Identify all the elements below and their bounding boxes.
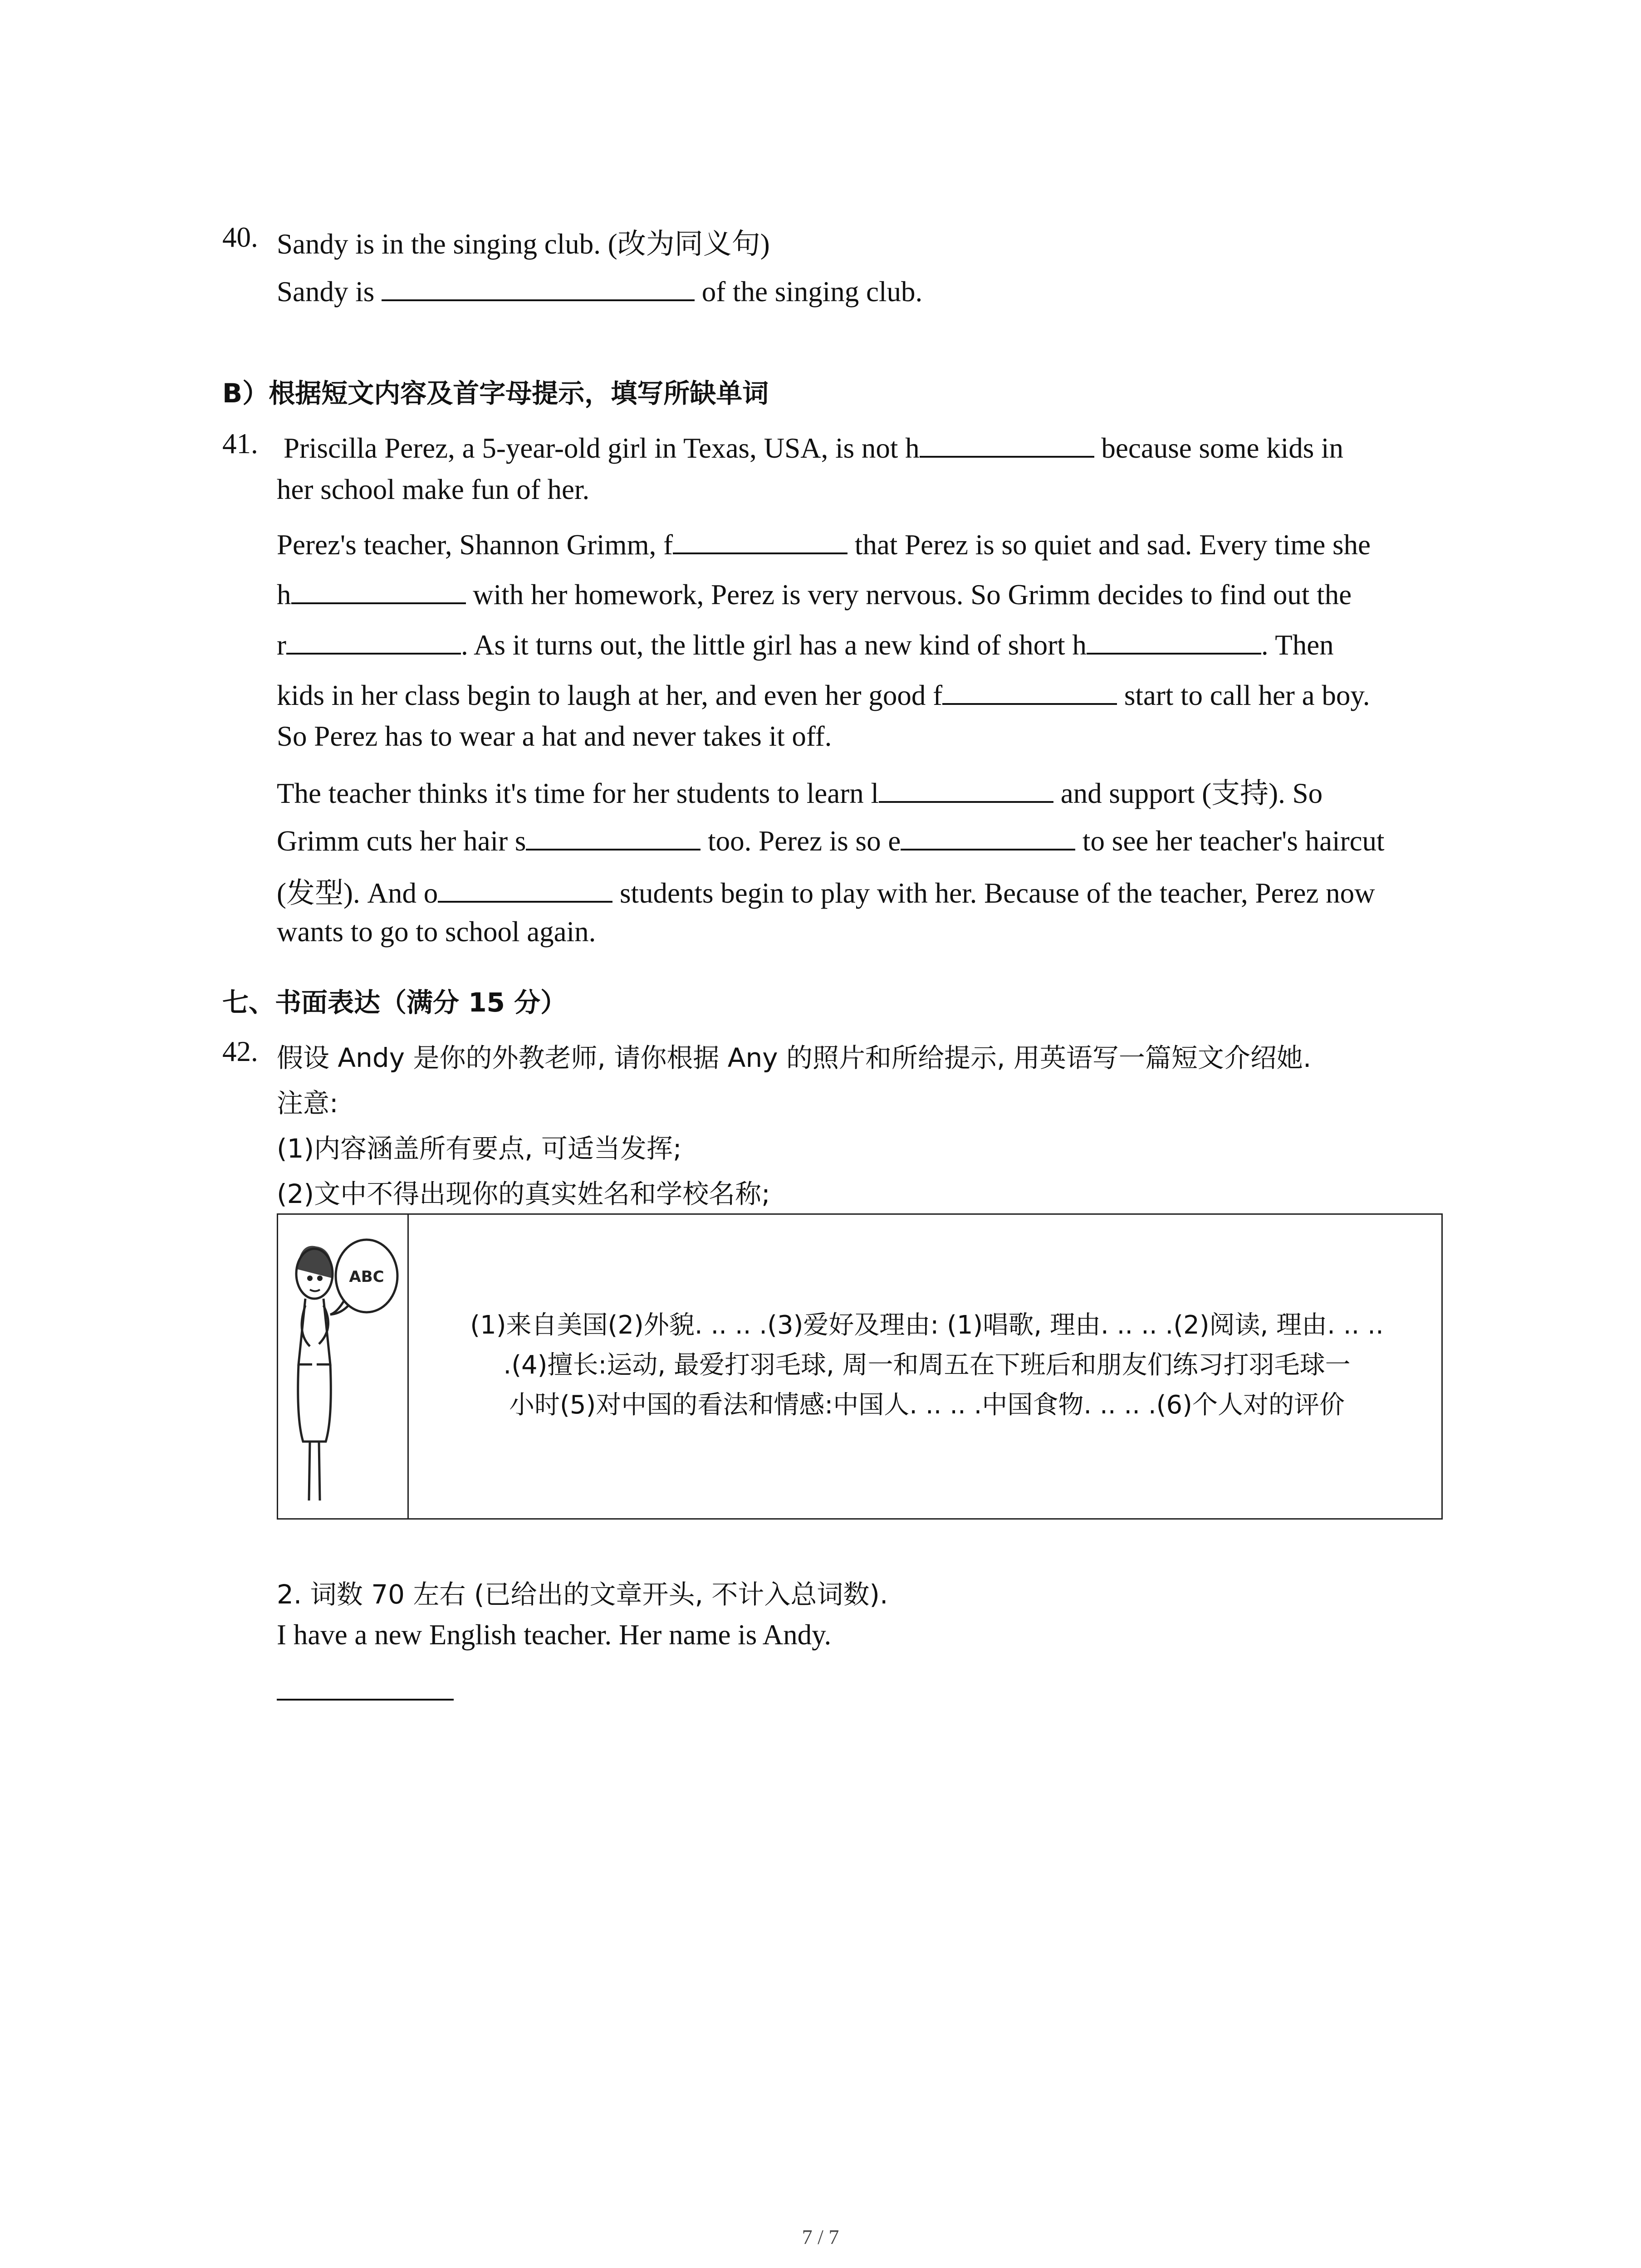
q42-opening: I have a new English teacher. Her name is Andy.	[277, 1619, 832, 1651]
bubble-text: ABC	[349, 1268, 384, 1286]
q41-text: Grimm cuts her hair s	[277, 825, 526, 857]
q41-line11: wants to go to school again.	[277, 916, 596, 948]
section-b-heading: B）根据短文内容及首字母提示，填写所缺单词	[222, 378, 769, 409]
q41-text: The teacher thinks it's time for her students to learn l	[277, 777, 879, 809]
q40-line2-before: Sandy is	[277, 276, 375, 308]
q41-text: Perez's teacher, Shannon Grimm, f	[277, 529, 673, 561]
hint-line: .(4)擅长:运动, 最爱打羽毛球, 周一和周五在下班后和朋友们练习打羽毛球一	[503, 1350, 1351, 1380]
q41-text: too. Perez is so e	[708, 825, 901, 857]
q41-line9	[277, 820, 1385, 858]
writing-answer-line[interactable]	[277, 1699, 454, 1701]
q42-note: 注意:	[277, 1088, 338, 1119]
answer-blank[interactable]	[286, 624, 461, 655]
answer-blank[interactable]	[1087, 624, 1261, 655]
q41-line6	[277, 675, 1370, 712]
q41-line5	[277, 624, 1334, 662]
q41-line7: So Perez has to wear a hat and never takes it off.	[277, 720, 832, 752]
answer-blank[interactable]	[438, 872, 612, 903]
q41-text: . Then	[1261, 629, 1334, 661]
hint-line: (1)来自美国(2)外貌. .. .. .(3)爱好及理由: (1)唱歌, 理由. .. .. .(2)阅读, 理由. .. ..	[470, 1310, 1384, 1340]
q41-text: kids in her class begin to laugh at her, and even her good f	[277, 679, 943, 711]
teacher-drawing-icon	[292, 1228, 401, 1510]
answer-blank[interactable]	[382, 271, 695, 301]
answer-blank[interactable]	[673, 524, 847, 554]
answer-blank[interactable]	[526, 820, 700, 850]
hint-text	[423, 1305, 1430, 1425]
q41-line4	[277, 574, 1352, 611]
q40-line2	[277, 271, 922, 308]
answer-blank[interactable]	[901, 820, 1075, 850]
q41-text: and support (支持). So	[1060, 777, 1323, 809]
q41-text: Priscilla Perez, a 5-year-old girl in Texas, USA, is not h	[284, 432, 920, 464]
q41-line3	[277, 524, 1371, 562]
answer-blank[interactable]	[291, 574, 466, 604]
hint-table	[277, 1213, 1443, 1520]
q41-line1	[284, 427, 1343, 465]
page-number: 7 / 7	[802, 2225, 839, 2248]
q41-text: with her homework, Perez is very nervous. So Grimm decides to find out the	[473, 579, 1352, 611]
q41-number: 41.	[222, 428, 258, 459]
hint-line: 小时(5)对中国的看法和情感:中国人. .. .. .中国食物. .. .. .(6)个人对的评价	[509, 1390, 1345, 1420]
q42-wordcount: 2. 词数 70 左右 (已给出的文章开头, 不计入总词数).	[277, 1579, 888, 1610]
q41-text: to see her teacher's haircut	[1083, 825, 1385, 857]
section-7-heading: 七、书面表达（满分 15 分）	[222, 987, 567, 1018]
q41-text: r	[277, 629, 286, 661]
q42-note2: (2)文中不得出现你的真实姓名和学校名称;	[277, 1178, 770, 1209]
q42-note1: (1)内容涵盖所有要点, 可适当发挥;	[277, 1133, 682, 1164]
answer-blank[interactable]	[879, 772, 1053, 803]
q41-text: h	[277, 579, 291, 611]
q40-line2-after: of the singing club.	[701, 276, 923, 308]
q41-text: that Perez is so quiet and sad. Every time she	[854, 529, 1371, 561]
q42-number: 42.	[222, 1036, 258, 1067]
q41-line10	[277, 870, 1375, 911]
table-divider	[407, 1215, 409, 1518]
q41-text: students begin to play with her. Because of the teacher, Perez now	[619, 877, 1375, 909]
q41-text: . As it turns out, the little girl has a new kind of short h	[460, 629, 1087, 661]
q40-line1: Sandy is in the singing club. (改为同义句)	[277, 228, 770, 260]
q41-line8	[277, 770, 1323, 811]
q42-prompt: 假设 Andy 是你的外教老师, 请你根据 Any 的照片和所给提示, 用英语写一篇短文介绍她.	[277, 1042, 1312, 1073]
answer-blank[interactable]	[920, 427, 1094, 458]
q41-text: start to call her a boy.	[1124, 679, 1370, 711]
answer-blank[interactable]	[942, 675, 1117, 705]
q41-line2: her school make fun of her.	[277, 474, 590, 505]
q40-number: 40.	[222, 221, 258, 253]
q41-text: (发型). And o	[277, 877, 438, 909]
q41-text: because some kids in	[1101, 432, 1344, 464]
